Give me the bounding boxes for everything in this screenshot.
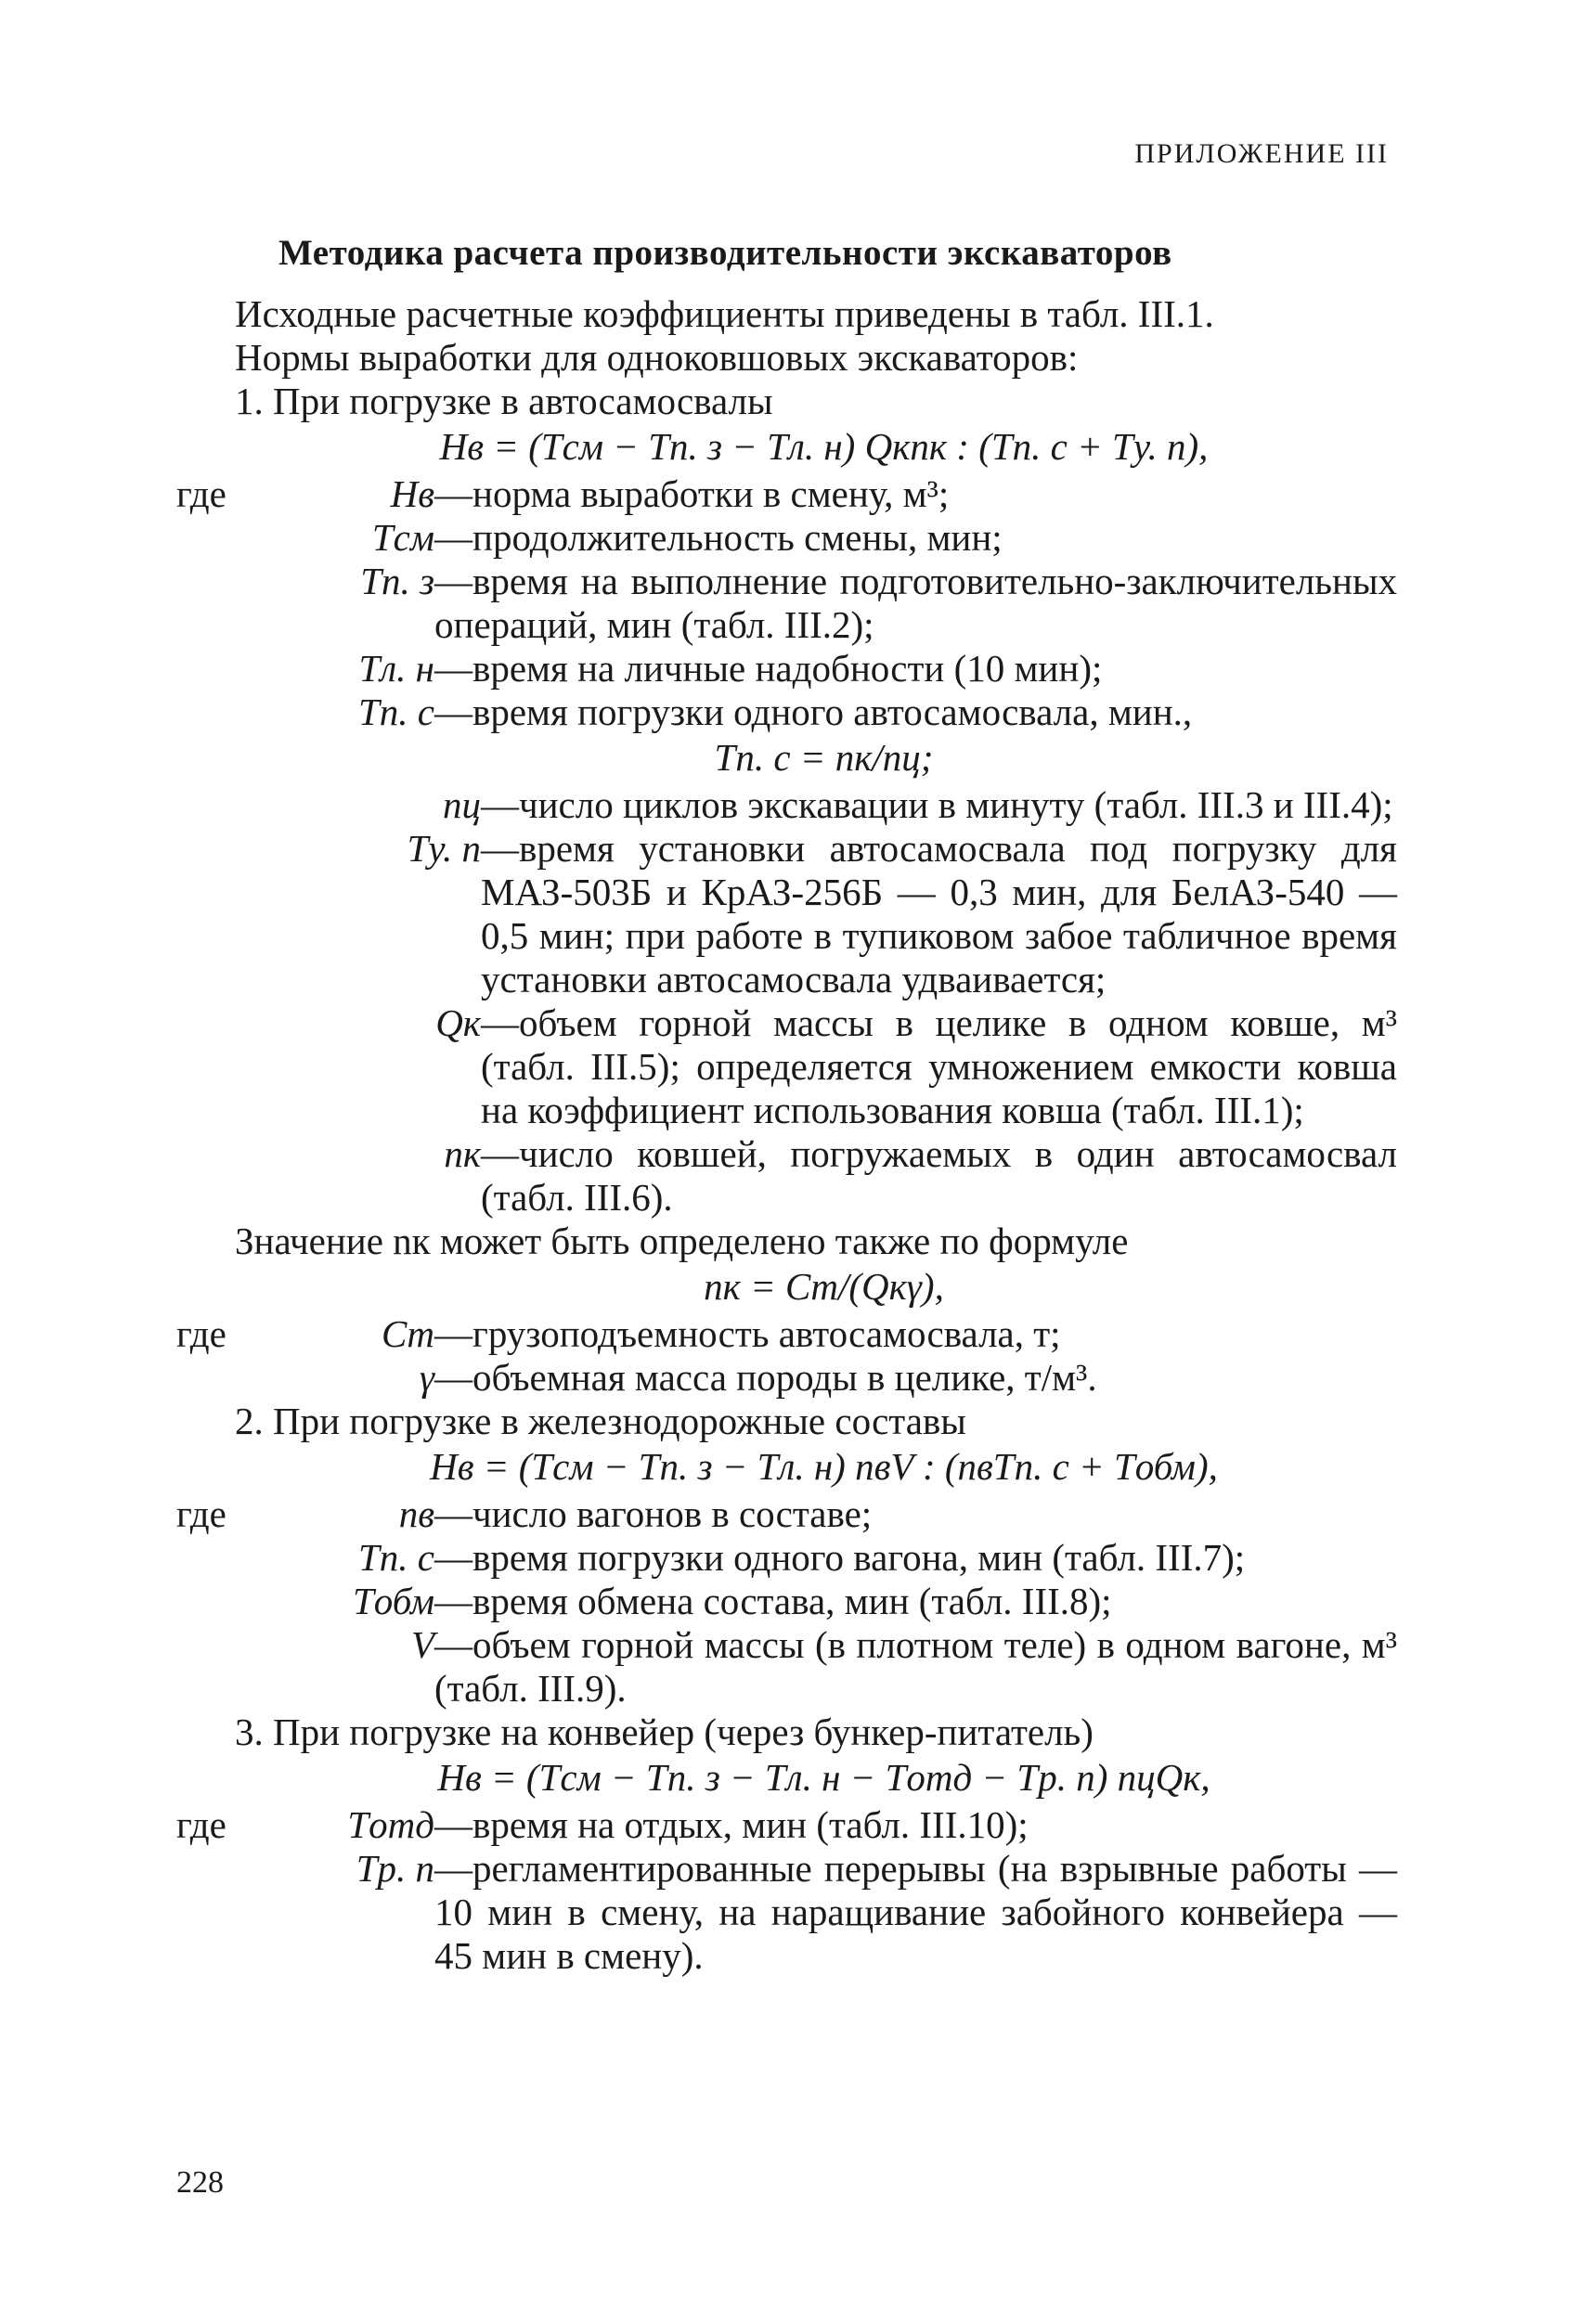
definition-row [176,1580,1397,1623]
symbol: γ [419,1356,434,1399]
definition-text: — норма выработки в смену, м³; [434,472,1397,516]
definition-row [176,1356,1397,1400]
note-line: Значение nк может быть определено также по формуле [235,1220,1129,1262]
symbol: Tотд [347,1803,434,1846]
symbol: Qк [435,1001,481,1044]
symbol: Hв [390,472,434,515]
definition-row [176,1001,1397,1132]
formula-rail: Hв = (Tсм − Tп. з − Tл. н) nвV : (nвTп. с + Tобм), [430,1445,1218,1488]
definition-row [176,472,1397,516]
symbol: nв [398,1492,434,1535]
where-label: где [176,1492,226,1535]
definition-row [176,1623,1397,1711]
definition-row [176,827,1397,1001]
section-title: Методика расчета производительности экскаваторов [278,233,1172,273]
definition-text: — регламентированные перерывы (на взрывные работы — 10 мин в смену, на наращивание забойного конвейера — 45 мин в смену). [434,1847,1397,1978]
symbol: Cт [382,1312,434,1355]
definitions-2 [176,1492,1397,1711]
running-head: ПРИЛОЖЕНИЕ III [1134,138,1389,169]
section-1-heading: 1. При погрузке в автосамосвалы [235,380,773,422]
definition-row [176,783,1397,827]
intro-line-1: Исходные расчетные коэффициенты приведены в табл. III.1. [235,292,1214,335]
page-body [176,292,1397,1978]
definition-text: — число вагонов в составе; [434,1492,1397,1536]
definition-row [176,516,1397,560]
formula-loading-time: Tп. с = nк/nц; [714,736,934,779]
symbol: Tу. п [407,827,481,870]
definition-text: — время погрузки одного вагона, мин (табл. III.7); [434,1536,1397,1580]
symbol: Tобм [353,1580,434,1622]
definitions-1 [176,472,1397,734]
definition-text: — время на отдых, мин (табл. III.10); [434,1803,1397,1847]
definition-text: — грузоподъемность автосамосвала, т; [434,1312,1397,1356]
symbol: Tл. н [358,647,434,690]
definition-row [176,1132,1397,1220]
where-label: где [176,1803,226,1846]
definition-row [176,691,1397,734]
definition-text: — число ковшей, погружаемых в один автосамосвал (табл. III.6). [481,1132,1397,1220]
definition-text: — число циклов экскавации в минуту (табл. III.3 и III.4); [481,783,1397,827]
where-label: где [176,1312,226,1355]
intro-line-2: Нормы выработки для одноковшовых экскаваторов: [235,336,1079,379]
definition-text: — объем горной массы (в плотном теле) в одном вагоне, м³ (табл. III.9). [434,1623,1397,1711]
formula-conveyor: Hв = (Tсм − Tп. з − Tл. н − Tотд − Tр. п) nцQк, [437,1756,1210,1799]
definition-text: — объем горной массы в целике в одном ковше, м³ (табл. III.5); определяется умножением емкости ковша на коэффициент использования ковша (табл. III.1); [481,1001,1397,1132]
definition-text: — время установки автосамосвала под погрузку для МАЗ-503Б и КрАЗ-256Б — 0,3 мин, для БелАЗ-540 — 0,5 мин; при работе в тупиковом забое табличное время установки автосамосвала удваивается; [481,827,1397,1001]
definition-text: — время на выполнение подготовительно-заключительных операций, мин (табл. III.2); [434,560,1397,647]
symbol: nк [444,1132,481,1175]
where-label: где [176,472,226,515]
section-3-heading: 3. При погрузке на конвейер (через бункер-питатель) [235,1711,1094,1753]
definition-text: — объемная масса породы в целике, т/м³. [434,1356,1397,1400]
section-2-heading: 2. При погрузке в железнодорожные составы [235,1400,966,1442]
symbol: nц [443,783,481,826]
definitions-1b [176,783,1397,1220]
definition-row [176,1536,1397,1580]
definition-row [176,560,1397,647]
definition-text: — время погрузки одного автосамосвала, мин., [434,691,1397,734]
symbol: Tп. с [358,1536,434,1579]
formula-bucket-count: nк = Cт/(Qкγ), [704,1265,944,1308]
definition-row [176,1312,1397,1356]
symbol: Tсм [371,516,434,559]
definition-row [176,1803,1397,1847]
page-number: 228 [176,2165,224,2200]
symbol: Tр. п [356,1847,434,1890]
definitions-1c [176,1312,1397,1400]
symbol: V [410,1623,434,1666]
definitions-3 [176,1803,1397,1978]
symbol: Tп. с [358,691,434,733]
definition-text: — время обмена состава, мин (табл. III.8); [434,1580,1397,1623]
definition-row [176,647,1397,691]
symbol: Tп. з [360,560,434,602]
definition-row [176,1492,1397,1536]
definition-text: — время на личные надобности (10 мин); [434,647,1397,691]
definition-row [176,1847,1397,1978]
definition-text: — продолжительность смены, мин; [434,516,1397,560]
formula-trucks: Hв = (Tсм − Tп. з − Tл. н) Qкnк : (Tп. с + Tу. п), [439,425,1209,468]
